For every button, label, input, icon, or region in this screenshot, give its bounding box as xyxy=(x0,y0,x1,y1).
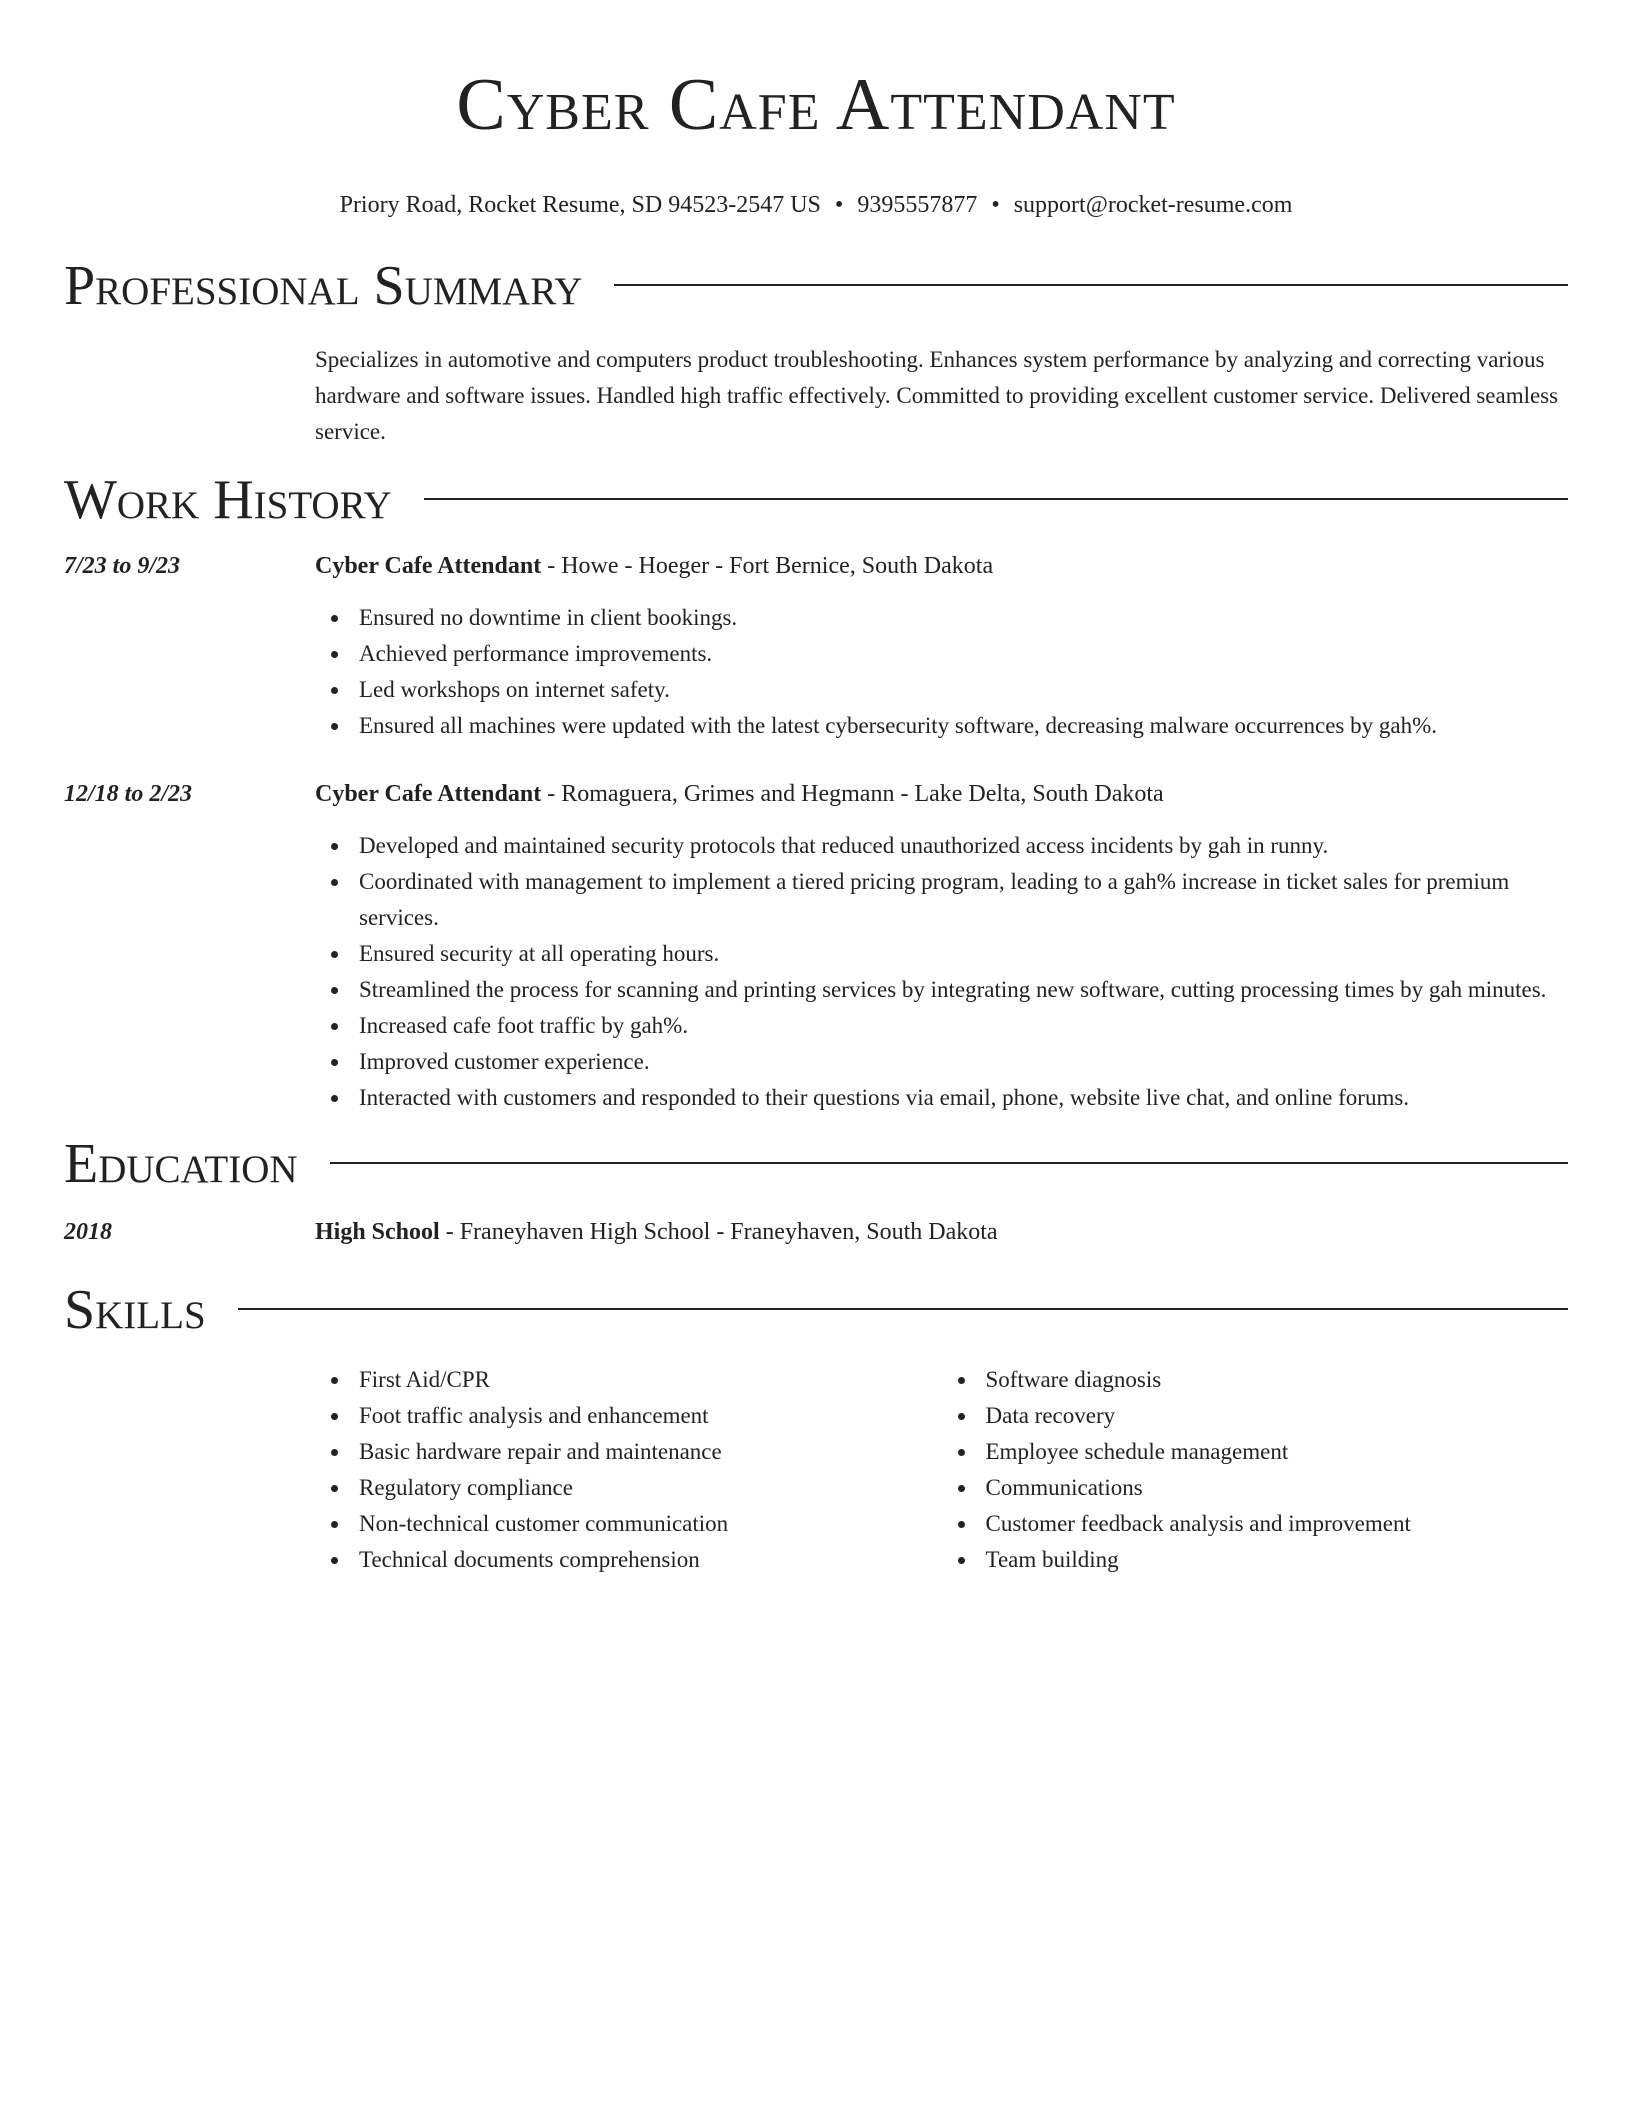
skill-item: Basic hardware repair and maintenance xyxy=(359,1434,942,1470)
section-title-work-history: Work History xyxy=(64,469,392,531)
skill-item: Employee schedule management xyxy=(986,1434,1569,1470)
list-item: Coordinated with management to implement a tiered pricing program, leading to a gah% increase in ticket sales for premium services. xyxy=(359,864,1568,936)
skill-item: Non-technical customer communication xyxy=(359,1506,942,1542)
list-item: Improved customer experience. xyxy=(359,1044,1568,1080)
education-heading xyxy=(315,1214,1568,1250)
job-dates: 12/18 to 2/23 xyxy=(64,781,193,807)
skills-column-right xyxy=(942,1362,1569,1578)
education-year: 2018 xyxy=(64,1219,112,1245)
section-title-summary: Professional Summary xyxy=(64,255,583,317)
section-title-skills: Skills xyxy=(64,1279,206,1341)
candidate-name: Cyber Cafe Attendant xyxy=(456,64,1176,146)
skills-column-left xyxy=(315,1362,942,1578)
section-divider xyxy=(424,498,1568,500)
summary-section-header xyxy=(64,256,1568,316)
job-bullets xyxy=(315,828,1568,1116)
separator-dot: • xyxy=(991,192,1000,218)
job-title: Cyber Cafe Attendant xyxy=(315,553,542,579)
skill-item: Technical documents comprehension xyxy=(359,1542,942,1578)
list-item: Interacted with customers and responded to their questions via email, phone, website live chat, and online forums. xyxy=(359,1080,1568,1116)
job-dates: 7/23 to 9/23 xyxy=(64,553,181,579)
email: support@rocket-resume.com xyxy=(1013,192,1293,218)
list-item: Increased cafe foot traffic by gah%. xyxy=(359,1008,1568,1044)
phone: 9395557877 xyxy=(857,192,978,218)
address: Priory Road, Rocket Resume, SD 94523-2547 US xyxy=(339,192,821,218)
separator-dot: • xyxy=(834,192,844,218)
work-section-header xyxy=(64,470,1568,530)
list-item: Ensured security at all operating hours. xyxy=(359,936,1568,972)
education-entry xyxy=(64,1214,1568,1250)
skill-item: Foot traffic analysis and enhancement xyxy=(359,1398,942,1434)
list-item: Led workshops on internet safety. xyxy=(359,672,1568,708)
skill-item: Communications xyxy=(986,1470,1569,1506)
job-details: - Howe - Hoeger - Fort Bernice, South Dakota xyxy=(541,553,994,579)
resume-page xyxy=(64,0,1568,1578)
job-bullets xyxy=(315,600,1568,744)
job-heading xyxy=(315,548,1568,584)
section-divider xyxy=(330,1162,1568,1164)
skills-section-header xyxy=(64,1280,1568,1340)
list-item: Achieved performance improvements. xyxy=(359,636,1568,672)
education-degree: High School xyxy=(315,1219,440,1245)
skill-item: Regulatory compliance xyxy=(359,1470,942,1506)
skill-item: Software diagnosis xyxy=(986,1362,1569,1398)
skill-item: First Aid/CPR xyxy=(359,1362,942,1398)
job-entry xyxy=(64,776,1568,1116)
contact-line xyxy=(64,190,1568,220)
skill-item: Data recovery xyxy=(986,1398,1569,1434)
job-details: - Romaguera, Grimes and Hegmann - Lake Delta, South Dakota xyxy=(541,781,1164,807)
list-item: Ensured all machines were updated with the latest cybersecurity software, decreasing malware occurrences by gah%. xyxy=(359,708,1568,744)
job-entry xyxy=(64,548,1568,744)
list-item: Ensured no downtime in client bookings. xyxy=(359,600,1568,636)
section-divider xyxy=(238,1308,1568,1310)
section-title-education: Education xyxy=(64,1133,298,1195)
education-details: - Franeyhaven High School - Franeyhaven, South Dakota xyxy=(439,1219,998,1245)
summary-text: Specializes in automotive and computers product troubleshooting. Enhances system performance by analyzing and correcting various hardware and software issues. Handled high traffic effectively. Committed to providing excellent customer service. Delivered seamless service. xyxy=(315,347,1559,444)
skill-item: Customer feedback analysis and improvement xyxy=(986,1506,1569,1542)
job-heading xyxy=(315,776,1568,812)
education-section-header xyxy=(64,1134,1568,1194)
skill-item: Team building xyxy=(986,1542,1569,1578)
skills-list xyxy=(315,1362,1568,1578)
list-item: Streamlined the process for scanning and printing services by integrating new software, cutting processing times by gah minutes. xyxy=(359,972,1568,1008)
section-divider xyxy=(614,284,1568,286)
job-title: Cyber Cafe Attendant xyxy=(315,781,542,807)
list-item: Developed and maintained security protocols that reduced unauthorized access incidents by gah in runny. xyxy=(359,828,1568,864)
